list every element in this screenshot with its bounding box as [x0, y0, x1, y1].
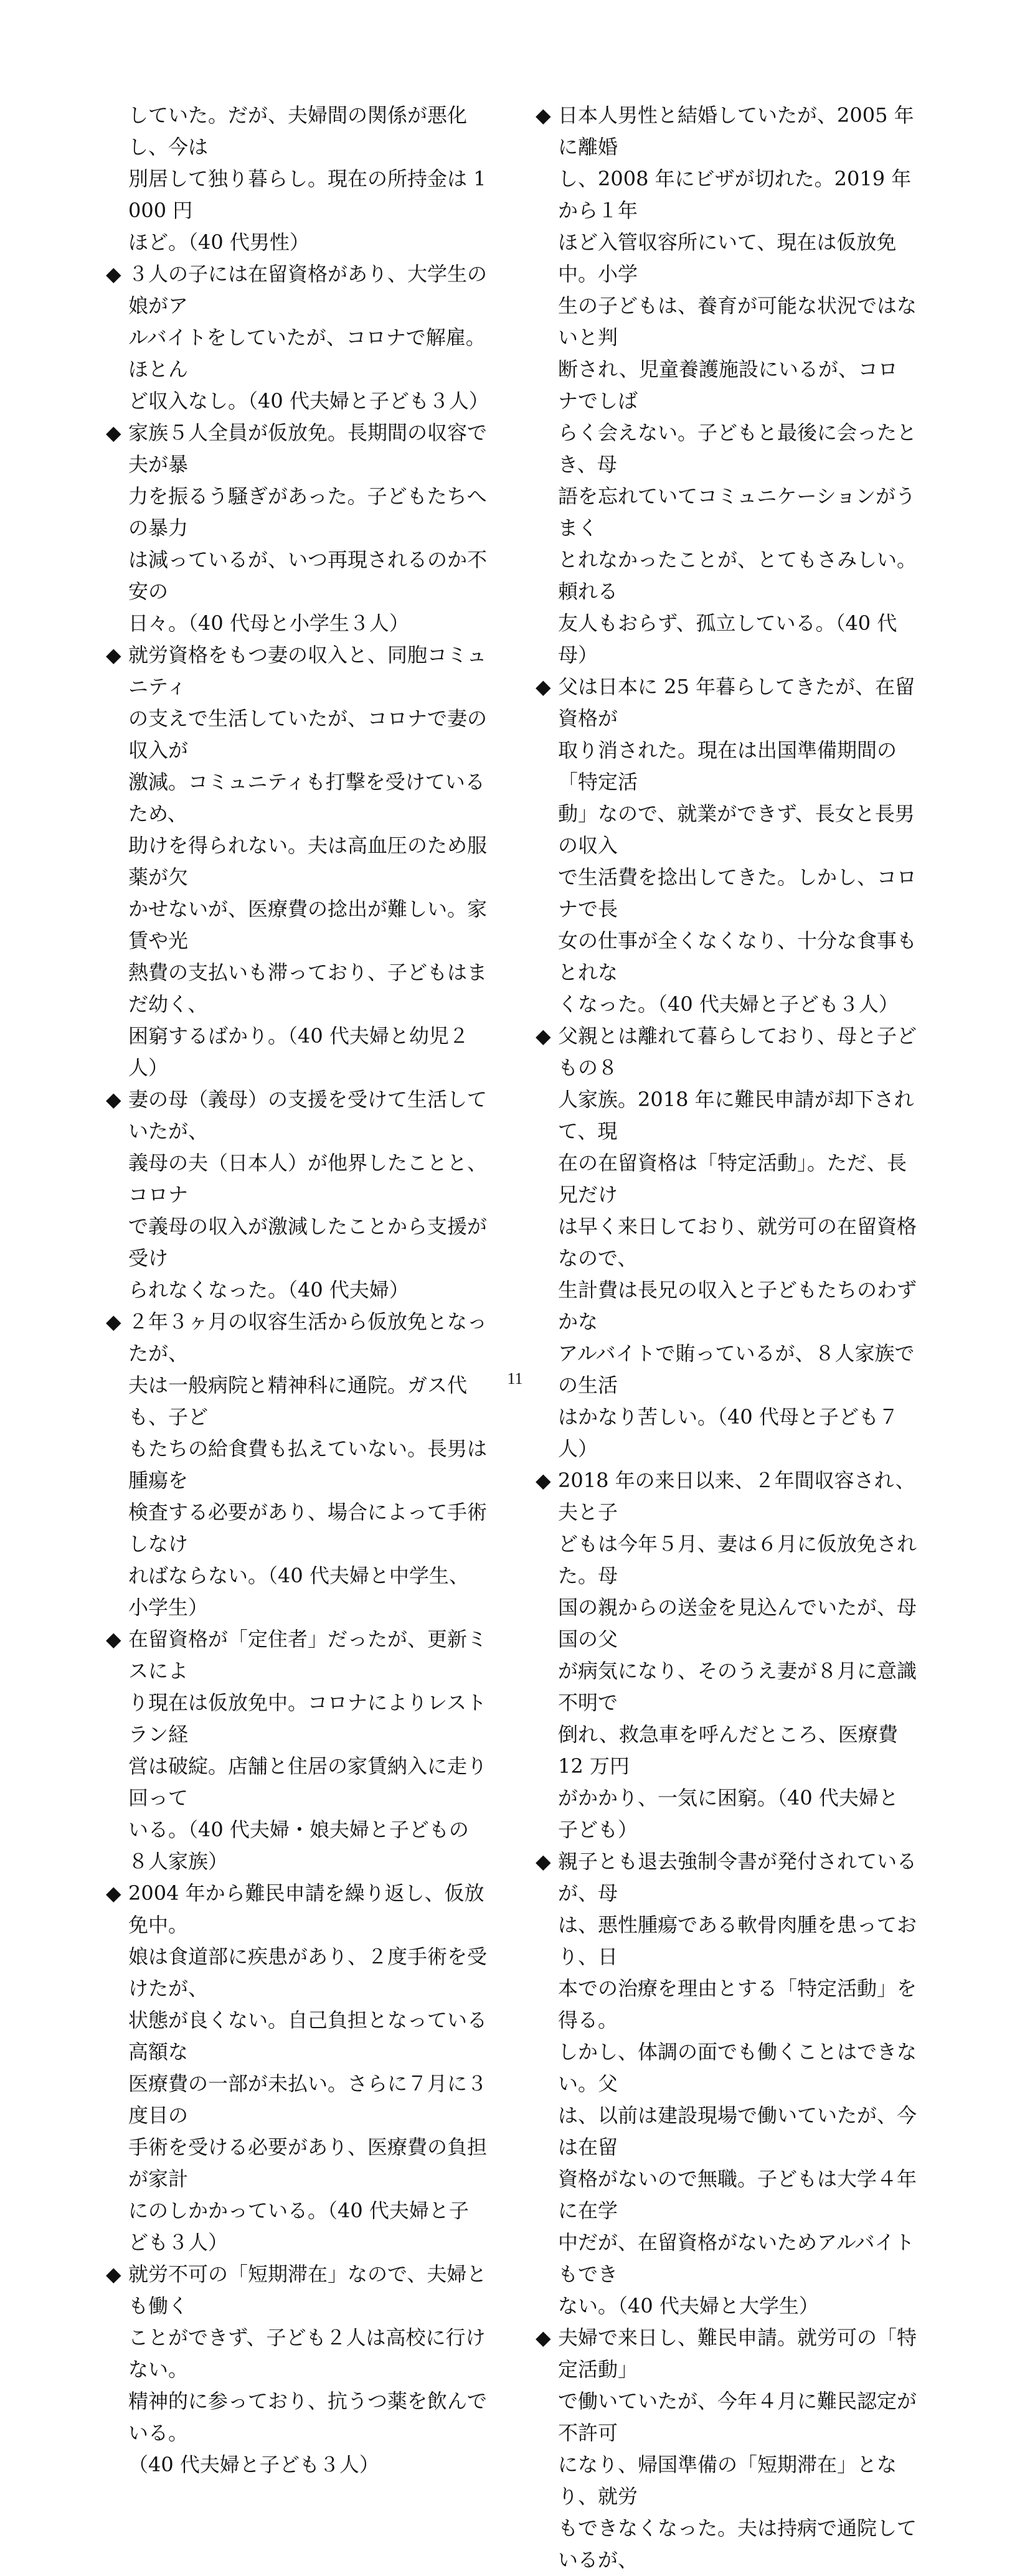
bullet-diamond-icon: ◆	[106, 643, 121, 667]
entry	[536, 100, 917, 671]
entry-text: ２年３ヶ月の収容生活から仮放免となったが、 夫は一般病院と精神科に通院。ガス代も、子ど もたちの給食費も払えていない。長男は腫瘍を 検査する必要があり、場合によって手術しなけ ればならない。（40 代夫婦と中学生、小学生）	[128, 1310, 488, 1619]
entry-text: 父親とは離れて暮らしており、母と子どもの８ 人家族。2018 年に難民申請が却下されて、現 在の在留資格は「特定活動」。ただ、長兄だけ は早く来日しており、就労可の在留資格なので、 生計費は長兄の収入と子どもたちのわずかな アルバイトで賄っているが、８人家族での生活 はかなり苦しい。（40 代母と子ども７人）	[558, 1024, 917, 1460]
bullet-diamond-icon: ◆	[536, 675, 551, 698]
bullet-diamond-icon: ◆	[106, 1627, 121, 1651]
entry	[106, 1084, 487, 1306]
entry	[536, 1020, 917, 1465]
bullet-diamond-icon: ◆	[536, 1469, 551, 1492]
bullet-diamond-icon: ◆	[106, 262, 121, 286]
bullet-diamond-icon: ◆	[106, 421, 121, 444]
entry-text: 在留資格が「定住者」だったが、更新ミスによ り現在は仮放免中。コロナによりレストラン経 営は破綻。店舗と住居の家賃納入に走り回って いる。（40 代夫婦・娘夫婦と子どもの８人家族）	[128, 1627, 488, 1873]
entry-text: 父は日本に 25 年暮らしてきたが、在留資格が 取り消された。現在は出国準備期間の「特定活 動」なので、就業ができず、長女と長男の収入 で生活費を捻出してきた。しかし、コロナで長 女の仕事が全くなくなり、十分な食事もとれな くなった。（40 代夫婦と子ども３人）	[558, 675, 917, 1016]
entry-text: ３人の子には在留資格があり、大学生の娘がア ルバイトをしていたが、コロナで解雇。ほとん ど収入なし。（40 代夫婦と子ども３人）	[128, 262, 489, 413]
bullet-diamond-icon: ◆	[536, 2326, 551, 2349]
entry	[106, 417, 487, 639]
entry	[536, 2322, 917, 2576]
entry-text: 就労不可の「短期滞在」なので、夫婦とも働く ことができず、子ども２人は高校に行けない。 精神的に参っており、抗うつ薬を飲んでいる。 （40 代夫婦と子ども３人）	[128, 2262, 488, 2476]
entry	[106, 2259, 487, 2481]
bullet-diamond-icon: ◆	[106, 2262, 121, 2286]
entry-text: 2018 年の来日以来、２年間収容され、夫と子 どもは今年５月、妻は６月に仮放免された。母 国の親からの送金を見込んでいたが、母国の父 が病気になり、そのうえ妻が８月に意識不明で 倒れ、救急車を呼んだところ、医療費 12 万円 がかかり、一気に困窮。（40 代夫婦と子ども）	[558, 1469, 917, 1841]
entry-text: 妻の母（義母）の支援を受けて生活していたが、 義母の夫（日本人）が他界したことと、コロナ で義母の収入が激減したことから支援が受け られなくなった。（40 代夫婦）	[128, 1088, 488, 1302]
entry	[106, 1878, 487, 2259]
entry-text: 夫婦で来日し、難民申請。就労可の「特定活動」 で働いていたが、今年４月に難民認定が不許可 になり、帰国準備の「短期滞在」となり、就労 もできなくなった。夫は持病で通院しているが、	[558, 2326, 917, 2572]
bullet-diamond-icon: ◆	[106, 1881, 121, 1905]
entry	[106, 258, 487, 417]
bullet-diamond-icon: ◆	[106, 1088, 121, 1111]
bullet-diamond-icon: ◆	[536, 1850, 551, 1873]
entry-text: していた。だが、夫婦間の関係が悪化し、今は 別居して独り暮らし。現在の所持金は 1000 円 ほど。（40 代男性）	[128, 103, 486, 254]
entry	[106, 1306, 487, 1624]
right-column	[536, 100, 917, 2576]
entry	[106, 100, 487, 258]
entry	[106, 1624, 487, 1878]
entry-text: 家族５人全員が仮放免。長期間の収容で夫が暴 力を振るう騒ぎがあった。子どもたちへの暴力 は減っているが、いつ再現されるのか不安の 日々。（40 代母と小学生３人）	[128, 421, 488, 635]
page-number: 11	[507, 1370, 523, 1388]
entry	[536, 671, 917, 1020]
bullet-diamond-icon: ◆	[536, 1024, 551, 1048]
entry-text: 親子とも退去強制令書が発付されているが、母 は、悪性腫瘍である軟骨肉腫を患っており、日 本での治療を理由とする「特定活動」を得る。 しかし、体調の面でも働くことはできない。父 は、以前は建設現場で働いていたが、今は在留 資格がないので無職。子どもは大学４年に在学 中だが、在留資格がないためアルバイトもでき ない。（40 代夫婦と大学生）	[558, 1850, 917, 2318]
entry-text: 日本人男性と結婚していたが、2005 年に離婚 し、2008 年にビザが切れた。2019 年から１年 ほど入管収容所にいて、現在は仮放免中。小学 生の子どもは、養育が可能な状況ではないと判 断され、児童養護施設にいるが、コロナでしば らく会えない。子どもと最後に会ったとき、母 語を忘れていてコミュニケーションがうまく とれなかったことが、とてもさみしい。頼れる 友人もおらず、孤立している。（40 代母）	[558, 103, 917, 667]
left-column	[106, 100, 487, 2481]
entry	[536, 1465, 917, 1846]
entry-text: 就労資格をもつ妻の収入と、同胞コミュニティ の支えで生活していたが、コロナで妻の収入が 激減。コミュニティも打撃を受けているため、 助けを得られない。夫は高血圧のため服薬が欠 かせないが、医療費の捻出が難しい。家賃や光 熱費の支払いも滞っており、子どもはまだ幼く、 困窮するばかり。（40 代夫婦と幼児２人）	[128, 643, 488, 1079]
bullet-diamond-icon: ◆	[106, 1310, 121, 1333]
bullet-diamond-icon: ◆	[536, 103, 551, 127]
entry	[106, 639, 487, 1084]
entry-text: 2004 年から難民申請を繰り返し、仮放免中。 娘は食道部に疾患があり、２度手術を受けたが、 状態が良くない。自己負担となっている高額な 医療費の一部が未払い。さらに７月に３度目の 手術を受ける必要があり、医療費の負担が家計 にのしかかっている。（40 代夫婦と子ども３人）	[128, 1881, 488, 2254]
entry	[536, 1846, 917, 2322]
